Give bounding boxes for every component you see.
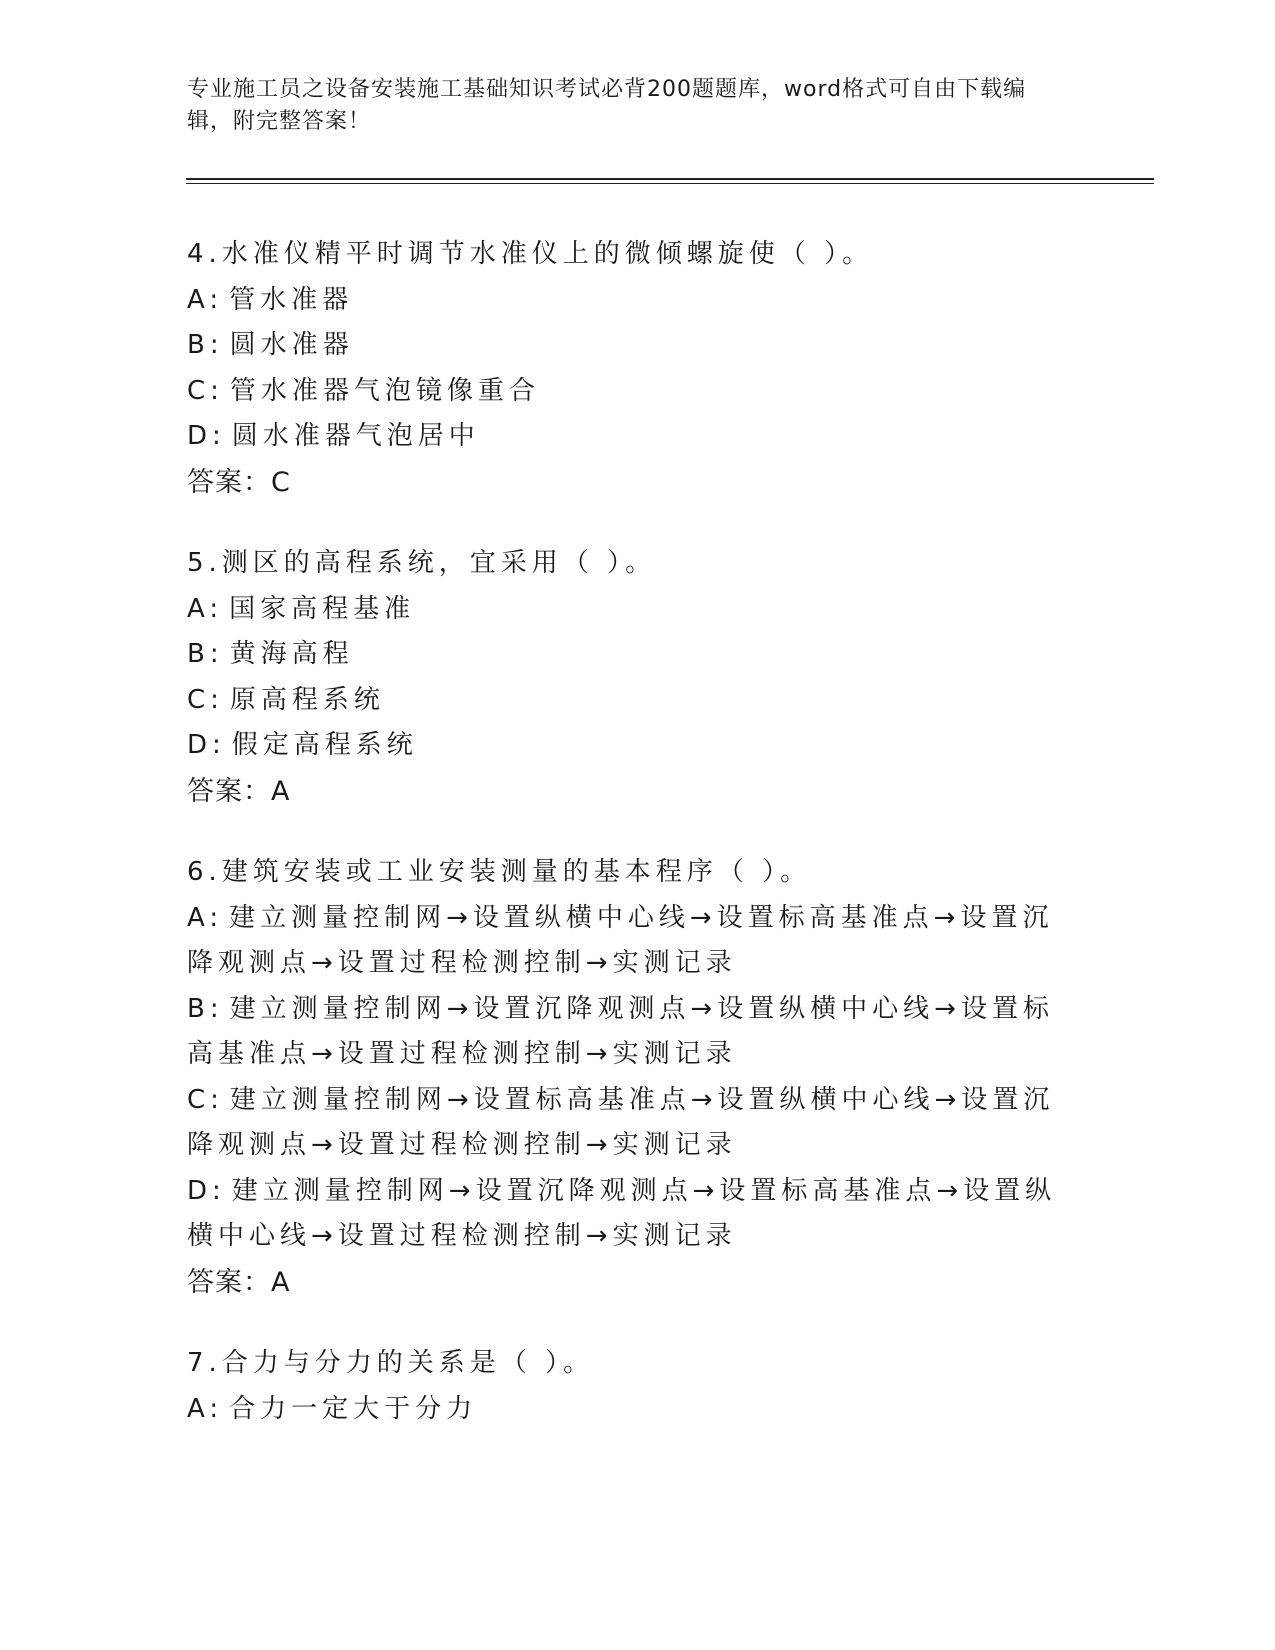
option-d [187,1169,1077,1260]
option-c [187,678,1077,724]
option-text: 黄海高程 [229,639,354,669]
option-text: 建立测量控制网→设置标高基准点→设置纵横中心线→设置沉降观测点→设置过程检测控制→实测记录 [187,1084,1055,1160]
answer-line: 答案：C [187,466,291,498]
option-d [187,414,1077,460]
header-divider-thin [186,183,1154,184]
option-label: D: [187,1175,226,1206]
option-text: 管水准器气泡镜像重合 [229,375,540,406]
option-label: D: [187,730,226,760]
option-a [187,278,1077,324]
answer-line: 答案：A [187,1266,291,1298]
option-text: 假定高程系统 [231,730,418,760]
option-c [187,1078,1077,1169]
option-b [187,323,1077,369]
option-text: 建立测量控制网→设置纵横中心线→设置标高基准点→设置沉降观测点→设置过程检测控制→实测记录 [187,902,1054,978]
option-label: B: [187,639,224,669]
option-a [187,896,1077,987]
option-text: 建立测量控制网→设置沉降观测点→设置标高基准点→设置纵横中心线→设置过程检测控制→实测记录 [187,1175,1057,1251]
option-label: B: [187,330,224,360]
option-c [187,369,1077,415]
question-stem: 4.水准仪精平时调节水准仪上的微倾螺旋使（ ）。 [187,239,874,269]
option-label: A: [187,1393,224,1424]
option-text: 原高程系统 [229,684,385,715]
option-text: 圆水准器气泡居中 [231,421,480,451]
option-label: A: [187,284,224,315]
option-b [187,632,1077,678]
option-text: 建立测量控制网→设置沉降观测点→设置纵横中心线→设置标高基准点→设置过程检测控制→实测记录 [187,993,1054,1069]
option-text: 合力一定大于分力 [229,1393,478,1424]
option-label: C: [187,684,224,715]
header-divider-thick [186,178,1154,180]
question-4 [187,232,1077,505]
question-7 [187,1341,1077,1432]
answer-line: 答案：A [187,775,291,807]
option-label: A: [187,593,224,624]
option-label: D: [187,421,226,451]
question-5 [187,541,1077,814]
option-b [187,987,1077,1078]
option-label: C: [187,375,224,406]
option-a [187,587,1077,633]
option-label: A: [187,902,224,933]
question-stem: 7.合力与分力的关系是（ ）。 [187,1348,595,1378]
question-stem: 5.测区的高程系统，宜采用（ ）。 [187,548,657,578]
document-header: 专业施工员之设备安装施工基础知识考试必背200题题库，word格式可自由下载编辑，附完整答案！ [187,77,1027,134]
option-label: C: [187,1084,224,1115]
question-list [187,232,1077,1468]
option-text: 管水准器 [229,284,354,315]
option-text: 国家高程基准 [229,593,416,624]
option-d [187,723,1077,769]
question-stem: 6.建筑安装或工业安装测量的基本程序（ ）。 [187,857,812,887]
option-label: B: [187,993,224,1024]
question-6 [187,850,1077,1305]
option-a [187,1387,1077,1433]
option-text: 圆水准器 [229,330,354,360]
